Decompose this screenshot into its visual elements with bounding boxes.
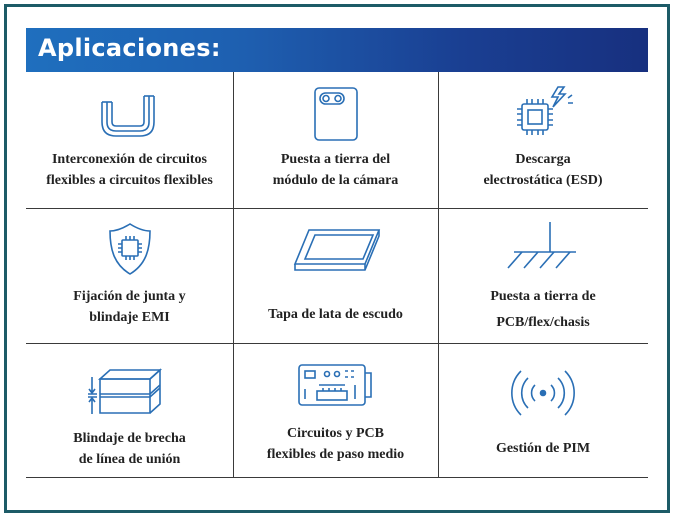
application-caption: Puesta a tierra de PCB/flex/chasis bbox=[490, 289, 596, 330]
application-cell bbox=[26, 72, 233, 208]
application-cell bbox=[233, 208, 438, 343]
application-cell bbox=[438, 208, 648, 343]
application-caption: Tapa de lata de escudo bbox=[268, 307, 403, 322]
esd-chip-icon bbox=[512, 84, 574, 142]
application-caption: Interconexión de circuitos flexibles a circuitos flexibles bbox=[46, 152, 213, 188]
application-cell bbox=[233, 72, 438, 208]
ground-symbol-icon bbox=[504, 220, 580, 276]
application-caption: Blindaje de brecha de línea de unión bbox=[73, 431, 186, 467]
application-cell bbox=[438, 343, 648, 477]
application-cell bbox=[233, 343, 438, 477]
application-caption: Fijación de junta y blindaje EMI bbox=[73, 289, 186, 325]
applications-grid bbox=[26, 72, 648, 478]
flex-interconnect-icon bbox=[99, 92, 159, 140]
emi-shield-chip-icon bbox=[106, 222, 154, 276]
shield-can-lid-icon bbox=[291, 228, 381, 276]
application-cell bbox=[438, 72, 648, 208]
header-banner bbox=[26, 28, 648, 72]
pim-wireless-icon bbox=[510, 369, 576, 417]
camera-module-icon bbox=[313, 86, 359, 142]
page-title: Aplicaciones: bbox=[38, 34, 221, 62]
application-caption: Descarga electrostática (ESD) bbox=[483, 152, 603, 188]
grid-divider bbox=[26, 477, 648, 478]
application-cell bbox=[26, 343, 233, 477]
application-caption: Gestión de PIM bbox=[495, 441, 591, 456]
pcb-board-icon bbox=[297, 361, 375, 409]
seam-gap-block-icon bbox=[84, 367, 168, 419]
application-caption: Circuitos y PCB flexibles de paso medio bbox=[266, 426, 405, 462]
application-cell bbox=[26, 208, 233, 343]
application-caption: Puesta a tierra del módulo de la cámara bbox=[272, 152, 399, 188]
